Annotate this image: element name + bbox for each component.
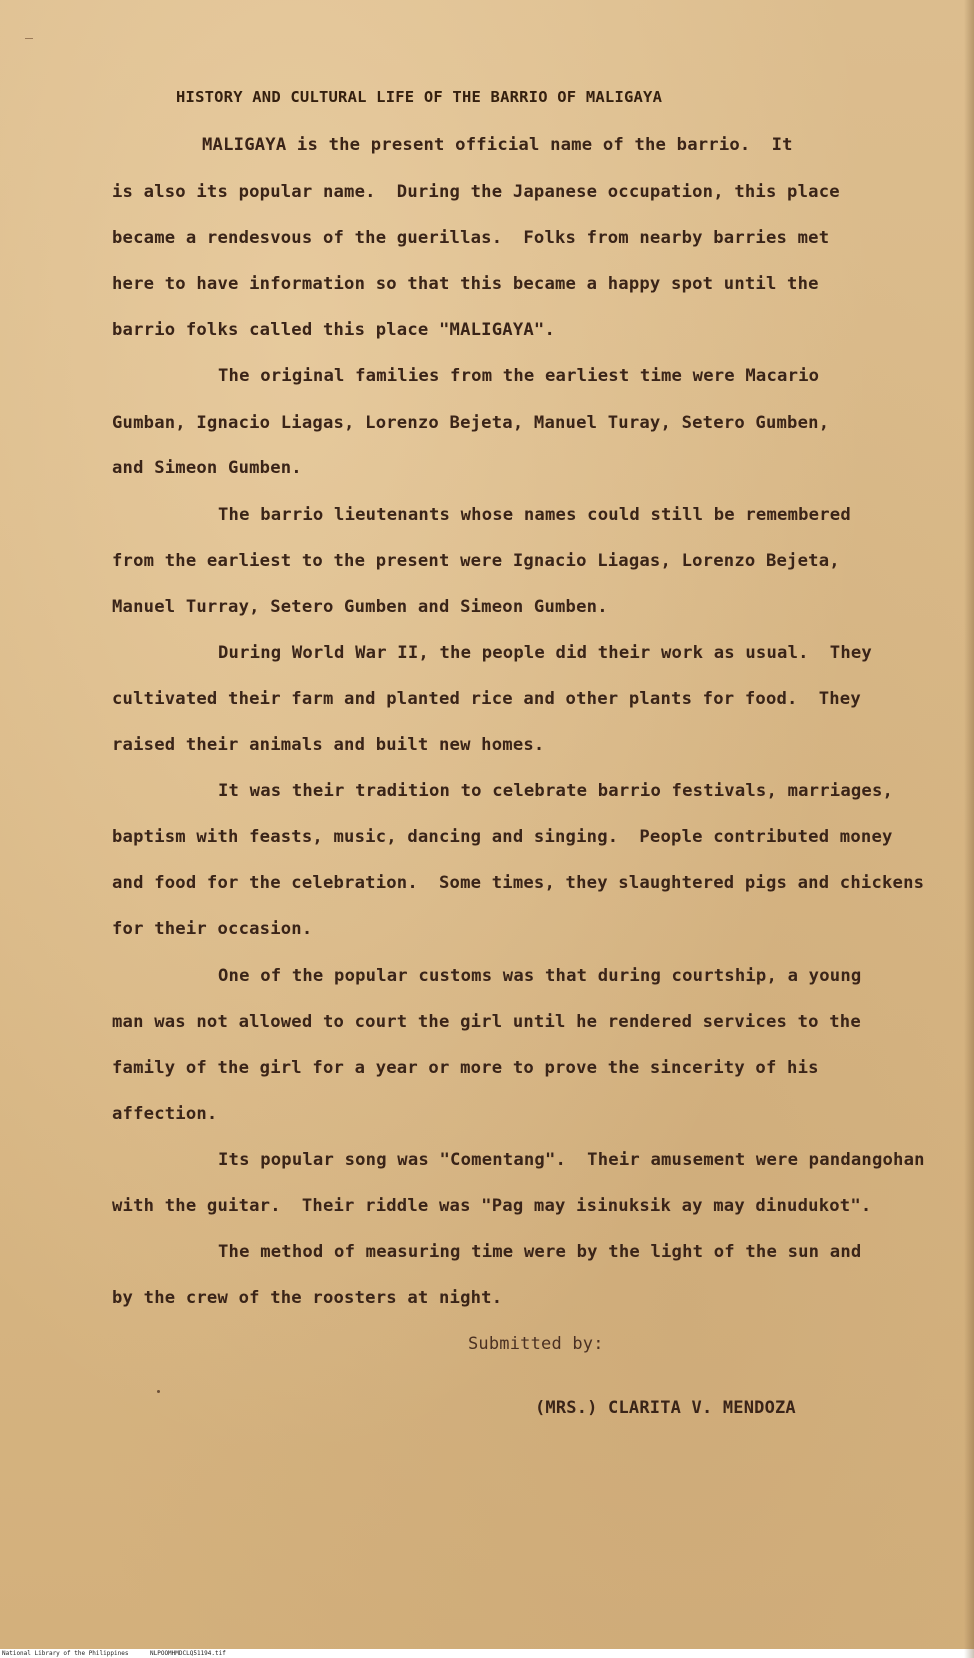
text-line: Its popular song was "Comentang". Their amusement were pandangohan (218, 1150, 925, 1170)
text-line: The method of measuring time were by the light of the sun and (218, 1242, 862, 1262)
text-line: MALIGAYA is the present official name of the barrio. It (202, 135, 793, 155)
scan-footer (0, 1649, 974, 1658)
text-line: from the earliest to the present were Ignacio Liagas, Lorenzo Bejeta, (112, 551, 840, 571)
footer-file-code: NLPOOMHMDCLQ51194.tif (150, 1650, 226, 1657)
text-line: Gumban, Ignacio Liagas, Lorenzo Bejeta, Manuel Turay, Setero Gumben, (112, 413, 830, 433)
paper-mark (25, 38, 33, 39)
text-line: became a rendesvous of the guerillas. Folks from nearby barries met (112, 228, 830, 248)
text-line: by the crew of the roosters at night. (112, 1288, 503, 1308)
text-line: Manuel Turray, Setero Gumben and Simeon Gumben. (112, 597, 608, 617)
text-line: for their occasion. (112, 919, 313, 939)
document-title: HISTORY AND CULTURAL LIFE OF THE BARRIO OF MALIGAYA (176, 88, 663, 106)
text-line: with the guitar. Their riddle was "Pag may isinuksik ay may dinudukot". (112, 1196, 872, 1216)
submitted-by-label: Submitted by: (468, 1334, 604, 1354)
text-line: affection. (112, 1104, 218, 1124)
text-line: man was not allowed to court the girl until he rendered services to the (112, 1012, 861, 1032)
signature-name: (MRS.) CLARITA V. MENDOZA (535, 1398, 796, 1418)
text-line: is also its popular name. During the Japanese occupation, this place (112, 182, 840, 202)
text-line: raised their animals and built new homes. (112, 735, 545, 755)
text-line: baptism with feasts, music, dancing and singing. People contributed money (112, 827, 893, 847)
text-line: It was their tradition to celebrate barrio festivals, marriages, (218, 781, 894, 801)
text-line: and food for the celebration. Some times, they slaughtered pigs and chickens (112, 873, 925, 893)
text-line: The original families from the earliest time were Macario (218, 366, 820, 386)
text-line: family of the girl for a year or more to prove the sincerity of his (112, 1058, 819, 1078)
text-line: One of the popular customs was that during courtship, a young (218, 966, 862, 986)
text-line: The barrio lieutenants whose names could still be remembered (218, 505, 851, 525)
ink-speck (157, 1390, 160, 1393)
text-line: cultivated their farm and planted rice and other plants for food. They (112, 689, 861, 709)
text-line: and Simeon Gumben. (112, 458, 302, 478)
text-line: During World War II, the people did their work as usual. They (218, 643, 872, 663)
footer-library: National Library of the Philippines (2, 1650, 129, 1657)
text-line: here to have information so that this became a happy spot until the (112, 274, 819, 294)
text-line: barrio folks called this place "MALIGAYA". (112, 320, 556, 340)
